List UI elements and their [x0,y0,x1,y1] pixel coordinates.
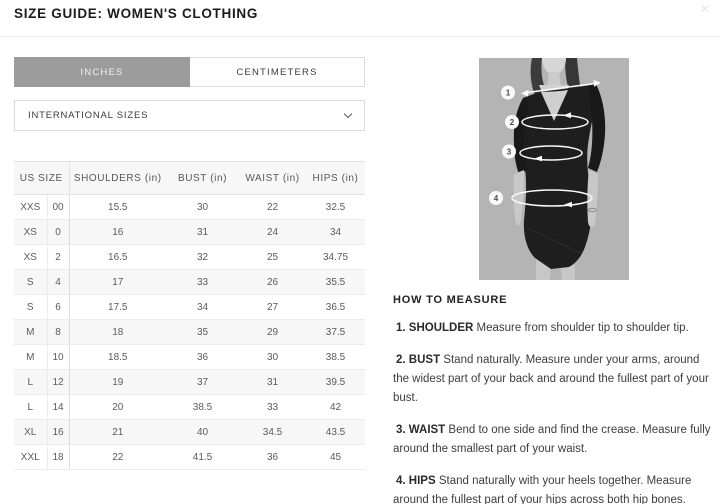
cell-hips: 37.5 [306,320,365,345]
tab-inches[interactable]: INCHES [14,57,190,87]
cell-bust: 36 [166,345,239,370]
cell-bust: 38.5 [166,395,239,420]
cell-hips: 42 [306,395,365,420]
marker-1-shoulder: 1 [505,88,511,98]
cell-hips: 39.5 [306,370,365,395]
cell-shoulders: 18.5 [69,345,166,370]
cell-hips: 32.5 [306,195,365,220]
cell-us-size: 2 [47,245,69,270]
cell-size-label: M [14,320,47,345]
chevron-down-icon [344,109,352,117]
cell-shoulders: 20 [69,395,166,420]
cell-hips: 36.5 [306,295,365,320]
table-row [14,420,365,445]
table-row [14,245,365,270]
cell-bust: 32 [166,245,239,270]
size-table-header [14,162,365,195]
cell-shoulders: 15.5 [69,195,166,220]
table-row [14,395,365,420]
table-row [14,370,365,395]
size-table [14,161,365,470]
cell-size-label: XXL [14,445,47,470]
table-row [14,320,365,345]
cell-waist: 31 [239,370,306,395]
cell-us-size: 16 [47,420,69,445]
cell-size-label: XL [14,420,47,445]
cell-bust: 30 [166,195,239,220]
cell-us-size: 4 [47,270,69,295]
cell-shoulders: 18 [69,320,166,345]
cell-bust: 31 [166,220,239,245]
marker-4-hips: 4 [493,193,499,203]
size-chart-panel [14,57,365,470]
measure-item: 3. WAIST Bend to one side and find the crease. Measure fully around the smallest part of your waist. [393,424,711,455]
cell-size-label: XXS [14,195,47,220]
cell-size-label: XS [14,220,47,245]
cell-waist: 36 [239,445,306,470]
cell-waist: 34.5 [239,420,306,445]
cell-bust: 33 [166,270,239,295]
cell-size-label: L [14,370,47,395]
cell-us-size: 6 [47,295,69,320]
measure-instructions [393,319,715,504]
cell-bust: 41.5 [166,445,239,470]
cell-waist: 27 [239,295,306,320]
cell-waist: 24 [239,220,306,245]
table-row [14,345,365,370]
measure-item: 1. SHOULDER Measure from shoulder tip to shoulder tip. [396,322,689,334]
measure-item: 2. BUST Stand naturally. Measure under your arms, around the widest part of your back and around the fullest part of your bust. [393,354,709,404]
size-table-body [14,195,365,470]
cell-us-size: 12 [47,370,69,395]
international-sizes-dropdown[interactable] [14,100,365,131]
header-divider [0,36,720,37]
cell-waist: 26 [239,270,306,295]
cell-us-size: 18 [47,445,69,470]
dress [523,84,598,269]
cell-shoulders: 17 [69,270,166,295]
col-header-us-size: US SIZE [14,162,69,195]
cell-hips: 34.75 [306,245,365,270]
table-row [14,295,365,320]
page-title: SIZE GUIDE: WOMEN'S CLOTHING [14,6,259,21]
cell-waist: 30 [239,345,306,370]
cell-hips: 35.5 [306,270,365,295]
cell-us-size: 00 [47,195,69,220]
table-row [14,270,365,295]
cell-bust: 40 [166,420,239,445]
cell-waist: 25 [239,245,306,270]
cell-shoulders: 22 [69,445,166,470]
cell-shoulders: 17.5 [69,295,166,320]
col-header-shoulders: SHOULDERS (in) [69,162,166,195]
cell-waist: 22 [239,195,306,220]
cell-size-label: M [14,345,47,370]
table-row [14,445,365,470]
cell-size-label: L [14,395,47,420]
col-header-hips: HIPS (in) [306,162,365,195]
cell-us-size: 0 [47,220,69,245]
cell-hips: 43.5 [306,420,365,445]
close-icon[interactable]: ✕ [699,2,710,16]
cell-us-size: 14 [47,395,69,420]
cell-shoulders: 16 [69,220,166,245]
cell-bust: 34 [166,295,239,320]
col-header-bust: BUST (in) [166,162,239,195]
cell-bust: 35 [166,320,239,345]
measurement-figure-image [479,58,629,280]
cell-shoulders: 21 [69,420,166,445]
cell-us-size: 10 [47,345,69,370]
table-row [14,220,365,245]
cell-shoulders: 19 [69,370,166,395]
cell-hips: 34 [306,220,365,245]
cell-size-label: XS [14,245,47,270]
cell-size-label: S [14,270,47,295]
col-header-waist: WAIST (in) [239,162,306,195]
measure-guide-panel [393,58,715,504]
how-to-measure-heading: HOW TO MEASURE [393,294,508,306]
unit-tabs [14,57,365,87]
cell-hips: 38.5 [306,345,365,370]
table-row [14,195,365,220]
cell-bust: 37 [166,370,239,395]
cell-size-label: S [14,295,47,320]
marker-2-bust: 2 [509,117,515,127]
cell-us-size: 8 [47,320,69,345]
measure-item: 4. HIPS Stand naturally with your heels together. Measure around the fullest part of your hips across both hip bones. [393,475,692,504]
cell-waist: 29 [239,320,306,345]
cell-hips: 45 [306,445,365,470]
tab-centimeters[interactable]: CENTIMETERS [190,57,365,87]
dropdown-value: INTERNATIONAL SIZES [28,110,149,121]
cell-waist: 33 [239,395,306,420]
marker-3-waist: 3 [506,147,512,157]
cell-shoulders: 16.5 [69,245,166,270]
